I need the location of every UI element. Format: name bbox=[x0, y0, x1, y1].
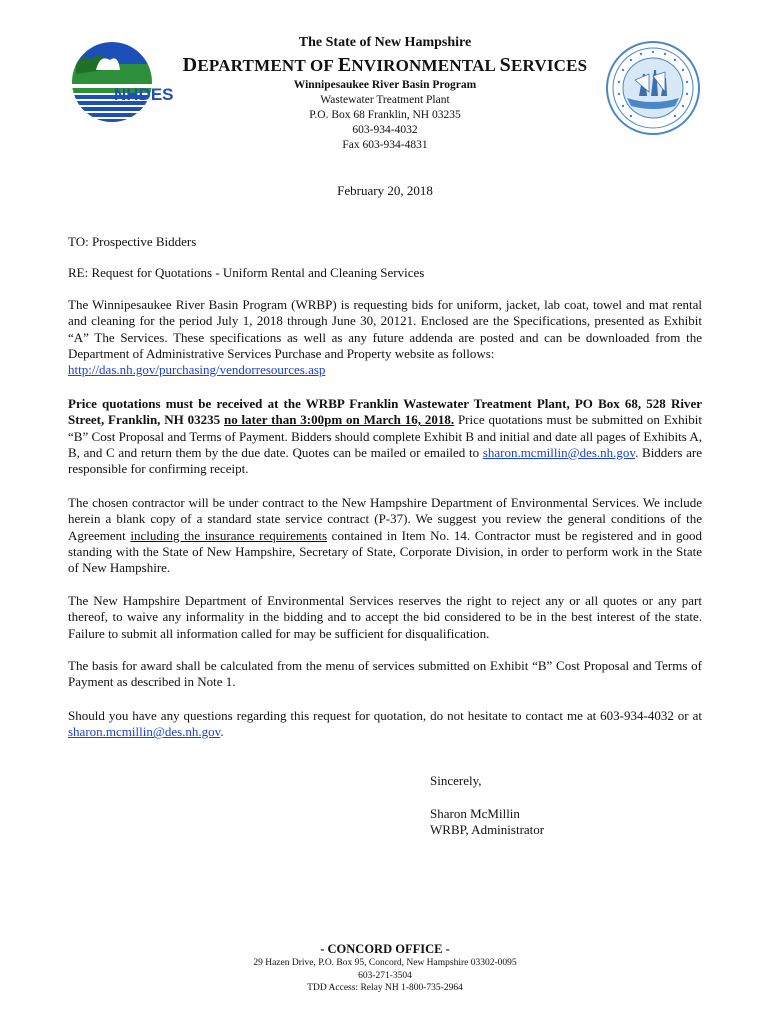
vendor-resources-link[interactable]: http://das.nh.gov/purchasing/vendorresources.asp bbox=[68, 362, 326, 378]
state-name: The State of New Hampshire bbox=[298, 35, 472, 50]
paragraph-rights: The New Hampshire Department of Environmental Services reserves the right to reject any or all quotes or any part thereof, to waive any informality in the bidding and to accept the bid considered to be in the best interest of the state. Failure to submit all information called for may be sufficient for disqualification. bbox=[68, 593, 702, 641]
footer-phone: 603-271-3504 bbox=[358, 970, 412, 981]
signature-block bbox=[430, 806, 544, 839]
paragraph-contact: Should you have any questions regarding this request for quotation, do not hesitate to contact me at 603-934-4032 or at sharon.mcmillin@des.nh.gov. bbox=[68, 708, 702, 740]
nh-state-seal bbox=[605, 40, 701, 136]
insurance-requirements-text: including the insurance requirements bbox=[130, 527, 328, 543]
logo-text: NHDES bbox=[114, 85, 174, 104]
closing-salutation: Sincerely, bbox=[430, 773, 482, 788]
email-link[interactable]: sharon.mcmillin@des.nh.gov bbox=[68, 724, 221, 740]
nhdes-logo bbox=[66, 40, 182, 126]
paragraph-award-basis: The basis for award shall be calculated from the menu of services submitted on Exhibit “B” Cost Proposal and Terms of Payment as described in Note 1. bbox=[68, 658, 702, 690]
paragraph-contract: The chosen contractor will be under contract to the New Hampshire Department of Environmental Services. We include herein a blank copy of a standard state service contract (P-37). We suggest you review the general conditions of the Agreement including the insurance requirements contained in Item No. 14. Contractor must be registered and in good standing with the State of New Hampshire, Secretary of State, Corporate Division, in order to perform work in the State of New Hampshire. bbox=[68, 495, 702, 576]
footer-address: 29 Hazen Drive, P.O. Box 95, Concord, New Hampshire 03302-0095 bbox=[253, 958, 517, 968]
department-name: DEPARTMENT OF ENVIRONMENTAL SERVICES bbox=[182, 54, 588, 76]
paragraph-deadline: Price quotations must be received at the WRBP Franklin Wastewater Treatment Plant, PO Box 68, 528 River Street, Franklin, NH 03235 no later than 3:00pm on March 16, 2018. Price quotations must be submitted on Exhibit “B” Cost Proposal and Terms of Payment. Bidders should complete Exhibit B and initial and date all pages of Exhibits A, B, and C and return them by the due date. Quotes can be mailed or emailed to sharon.mcmillin@des.nh.gov. Bidders are responsible for confirming receipt. bbox=[68, 396, 703, 477]
footer bbox=[0, 941, 770, 995]
footer-office: - CONCORD OFFICE - bbox=[320, 942, 450, 956]
signer-name: Sharon McMillin bbox=[430, 806, 520, 821]
letterhead bbox=[170, 34, 600, 153]
program-name: Winnipesaukee River Basin Program bbox=[293, 79, 477, 91]
paragraph-intro: The Winnipesaukee River Basin Program (WRBP) is requesting bids for uniform, jacket, lab coat, towel and mat rental and cleaning for the period July 1, 2018 through June 30, 20121. Enclosed are the Specifications, presented as Exhibit “A” The Services. These specifications as well as any future addenda are posted and can be downloaded from the Department of Administrative Services Purchase and Property website as follows: http://das.nh.gov/purchasing/vendorresources.asp bbox=[68, 297, 702, 378]
email-link[interactable]: sharon.mcmillin@des.nh.gov bbox=[482, 444, 636, 460]
footer-tdd: TDD Access: Relay NH 1-800-735-2964 bbox=[307, 983, 463, 993]
address-line: Wastewater Treatment Plant bbox=[320, 94, 450, 106]
letter-date: February 20, 2018 bbox=[337, 183, 433, 198]
re-line: RE: Request for Quotations - Uniform Rental and Cleaning Services bbox=[68, 265, 425, 280]
address-line: P.O. Box 68 Franklin, NH 03235 bbox=[309, 109, 461, 121]
phone-line: 603-934-4032 bbox=[352, 124, 418, 136]
to-line: TO: Prospective Bidders bbox=[68, 234, 197, 249]
deadline-text: no later than 3:00pm on March 16, 2018. bbox=[223, 412, 455, 428]
signer-title: WRBP, Administrator bbox=[430, 822, 545, 838]
fax-line: Fax 603-934-4831 bbox=[342, 139, 428, 151]
